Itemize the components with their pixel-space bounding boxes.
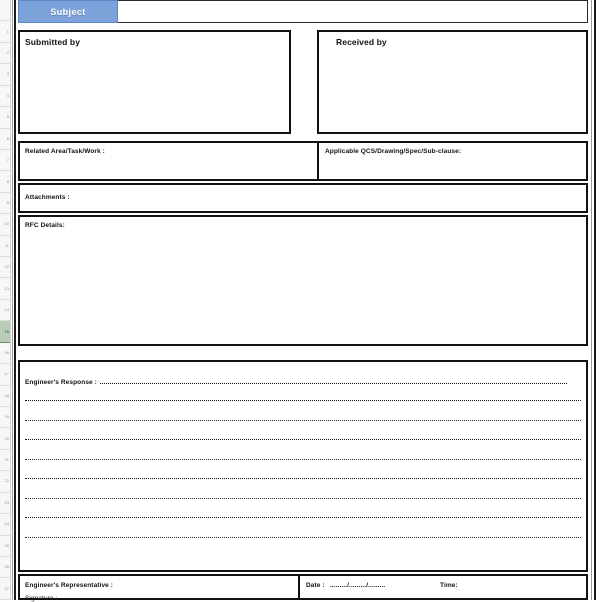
submitted-by-label: Submitted by (25, 37, 81, 47)
row-header-label: 8 (6, 178, 9, 184)
row-header-label: 15 (4, 328, 9, 334)
row-header-label: 7 (6, 157, 9, 163)
references-row (18, 141, 588, 181)
sheet-edge-line-right (594, 0, 596, 600)
submitted-by-box[interactable] (18, 30, 291, 134)
row-header-label: 5 (6, 114, 9, 120)
row-header-label: 1 (6, 28, 9, 34)
row-header-label: 13 (4, 285, 9, 291)
row-header-label: 26 (4, 564, 9, 570)
rfc-form-document (16, 0, 588, 600)
row-header-label: 20 (4, 435, 9, 441)
row-header-22[interactable] (0, 471, 10, 492)
row-header-label: 6 (6, 135, 9, 141)
row-header-14[interactable] (0, 300, 10, 321)
row-header-label: 21 (4, 457, 9, 463)
date-label: Date : (306, 582, 325, 589)
response-rule-line (25, 459, 581, 460)
row-header-26[interactable] (0, 557, 10, 578)
row-header-label: 3 (6, 71, 9, 77)
response-rule-line (25, 478, 581, 479)
time-label: Time: (440, 582, 458, 589)
row-header-19[interactable] (0, 407, 10, 428)
row-header-7[interactable] (0, 150, 10, 171)
response-rule-line (25, 420, 581, 421)
row-header-label: 24 (4, 521, 9, 527)
row-header-12[interactable] (0, 257, 10, 278)
row-header-18[interactable] (0, 386, 10, 407)
signature-label: Signature : (25, 595, 58, 602)
engineers-representative-label: Engineer's Representative : (25, 582, 114, 589)
row-header-17[interactable] (0, 364, 10, 385)
row-header-16[interactable] (0, 343, 10, 364)
applicable-qcs-label: Applicable QCS/Drawing/Spec/Sub-clause: (325, 148, 462, 155)
row-header-25[interactable] (0, 536, 10, 557)
row-header-1[interactable] (0, 21, 10, 42)
row-header-27[interactable] (0, 578, 10, 599)
row-header-23[interactable] (0, 493, 10, 514)
references-column-divider (317, 141, 319, 181)
row-header-label: 17 (4, 371, 9, 377)
sheet-grid-line-left (12, 0, 13, 600)
row-header-8[interactable] (0, 171, 10, 192)
received-by-label: Received by (336, 37, 387, 47)
rfc-details-box[interactable] (18, 215, 588, 346)
row-header-2[interactable] (0, 43, 10, 64)
row-header-label: 4 (6, 92, 9, 98)
row-header-24[interactable] (0, 514, 10, 535)
sheet-grid-line-right (591, 0, 592, 600)
row-header-4[interactable] (0, 86, 10, 107)
row-header-label: 9 (6, 200, 9, 205)
row-header-label: 23 (4, 499, 9, 505)
row-header-label: 18 (4, 392, 9, 398)
attachments-box[interactable] (18, 183, 588, 213)
response-rule-line (25, 537, 581, 538)
row-header-label: 27 (4, 585, 9, 591)
row-header-3[interactable] (0, 64, 10, 85)
response-rule-line (25, 439, 581, 440)
row-header-15[interactable] (0, 321, 10, 342)
response-rule-line (25, 517, 581, 518)
subject-header-cell (18, 0, 118, 23)
subject-value-field[interactable] (118, 0, 588, 23)
row-header-blank[interactable] (0, 0, 10, 21)
row-header-label: 25 (4, 542, 9, 548)
row-header-21[interactable] (0, 450, 10, 471)
engineers-response-box[interactable] (18, 360, 588, 572)
row-header-label: 12 (4, 264, 9, 270)
row-header-label: 22 (4, 478, 9, 484)
response-rule-line (25, 498, 581, 499)
subject-label: Subject (50, 6, 86, 17)
row-header-10[interactable] (0, 214, 10, 235)
response-rule-line (25, 400, 581, 401)
received-by-box[interactable] (317, 30, 588, 134)
row-header-20[interactable] (0, 428, 10, 449)
row-header-label: 11 (4, 242, 9, 248)
row-header-9[interactable] (0, 193, 10, 214)
row-header-label: 14 (4, 307, 9, 313)
row-header-label: 2 (6, 50, 9, 56)
row-header-gutter[interactable] (0, 0, 11, 600)
row-header-label: 10 (4, 221, 9, 227)
engineers-response-label-text: Engineer's Response : (25, 379, 97, 386)
date-value: ........./........./......... (330, 582, 386, 589)
signoff-column-divider (298, 574, 300, 600)
row-header-5[interactable] (0, 107, 10, 128)
row-header-13[interactable] (0, 278, 10, 299)
response-first-rule (100, 377, 567, 384)
attachments-label: Attachments : (25, 194, 70, 201)
rfc-details-label: RFC Details: (25, 222, 65, 229)
row-header-label: 16 (4, 349, 9, 355)
row-header-11[interactable] (0, 236, 10, 257)
row-header-6[interactable] (0, 129, 10, 150)
related-area-label: Related Area/Task/Work : (25, 148, 105, 155)
signoff-row (18, 574, 588, 600)
engineers-response-label (25, 377, 567, 386)
row-header-label: 19 (4, 414, 9, 420)
